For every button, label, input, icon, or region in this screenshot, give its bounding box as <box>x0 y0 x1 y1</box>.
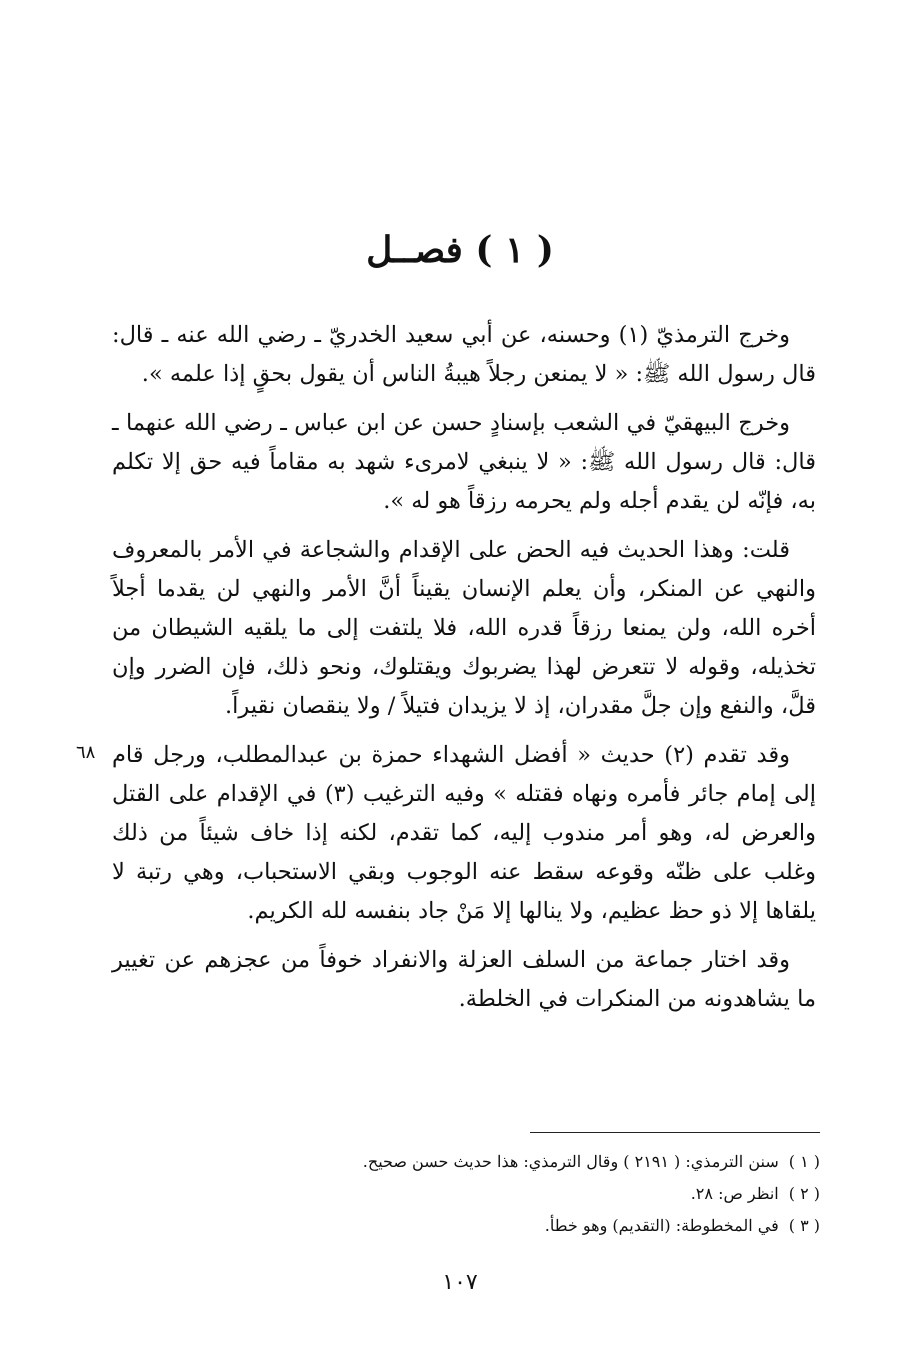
page-number: ١٠٧ <box>442 1270 478 1295</box>
paragraph-2: وخرج البيهقيّ في الشعب بإسنادٍ حسن عن ابن عباس ـ رضي الله عنهما ـ قال: قال رسول الله ﷺ: « لا ينبغي لامرىء شهد به مقاماً فيه حق إلا تكلم به، فإنّه لن يقدم أجله ولم يحرمه رزقاً هو له ». <box>112 410 816 514</box>
footnote-divider <box>530 1132 820 1133</box>
body-text <box>112 316 816 1029</box>
footnote-text: انظر ص: ٢٨. <box>690 1184 779 1203</box>
footnote-2 <box>200 1178 820 1210</box>
paragraph-4: وقد تقدم (٢) حديث « أفضل الشهداء حمزة بن عبدالمطلب، ورجل قام إلى إمام جائر فأمره ونهاه فقتله » وفيه الترغيب (٣) في الإقدام على القتل والعرض له، وهو أمر مندوب إليه، كما تقدم، لكنه إذا خاف شيئاً من ذلك وغلب على ظنّه وقوعه سقط عنه الوجوب وبقي الاستحباب، وهي رتبة لا يلقاها إلا ذو حظ عظيم، ولا ينالها إلا مَنْ جاد بنفسه لله الكريم. <box>112 742 816 924</box>
footnote-1 <box>200 1146 820 1178</box>
paragraph-1: وخرج الترمذيّ (١) وحسنه، عن أبي سعيد الخدريّ ـ رضي الله عنه ـ قال: قال رسول الله ﷺ: « لا يمنعن رجلاً هيبةُ الناس أن يقول بحقٍ إذا علمه ». <box>112 322 816 387</box>
footnote-text: في المخطوطة: (التقديم) وهو خطأ. <box>544 1216 779 1235</box>
section-heading: ( ١ ) فصــل <box>366 229 554 271</box>
paragraph-5: وقد اختار جماعة من السلف العزلة والانفراد خوفاً من عجزهم عن تغيير ما يشاهدونه من المنكرات في الخلطة. <box>112 947 816 1012</box>
footnote-number: ( ٢ ) <box>788 1184 820 1203</box>
footnotes <box>200 1146 820 1242</box>
paragraph-3: قلت: وهذا الحديث فيه الحض على الإقدام والشجاعة في الأمر بالمعروف والنهي عن المنكر، وأن يعلم الإنسان يقيناً أنَّ الأمر والنهي لن يقدما أجلاً أخره الله، ولن يمنعا رزقاً قدره الله، فلا يلتفت إلى ما يلقيه الشيطان من تخذيله، وقوله لا تتعرض لهذا يضربوك ويقتلوك، ونحو ذلك، فإن الضرر وإن قلَّ، والنفع وإن جلَّ مقدران، إذ لا يزيدان فتيلاً / ولا ينقصان نقيراً. <box>112 537 816 719</box>
manuscript-folio-number: ٦٨ <box>76 742 96 763</box>
footnote-number: ( ٣ ) <box>788 1216 820 1235</box>
footnote-number: ( ١ ) <box>788 1152 820 1171</box>
footnote-3 <box>200 1210 820 1242</box>
footnote-text: سنن الترمذي: ( ٢١٩١ ) وقال الترمذي: هذا حديث حسن صحيح. <box>362 1152 779 1171</box>
